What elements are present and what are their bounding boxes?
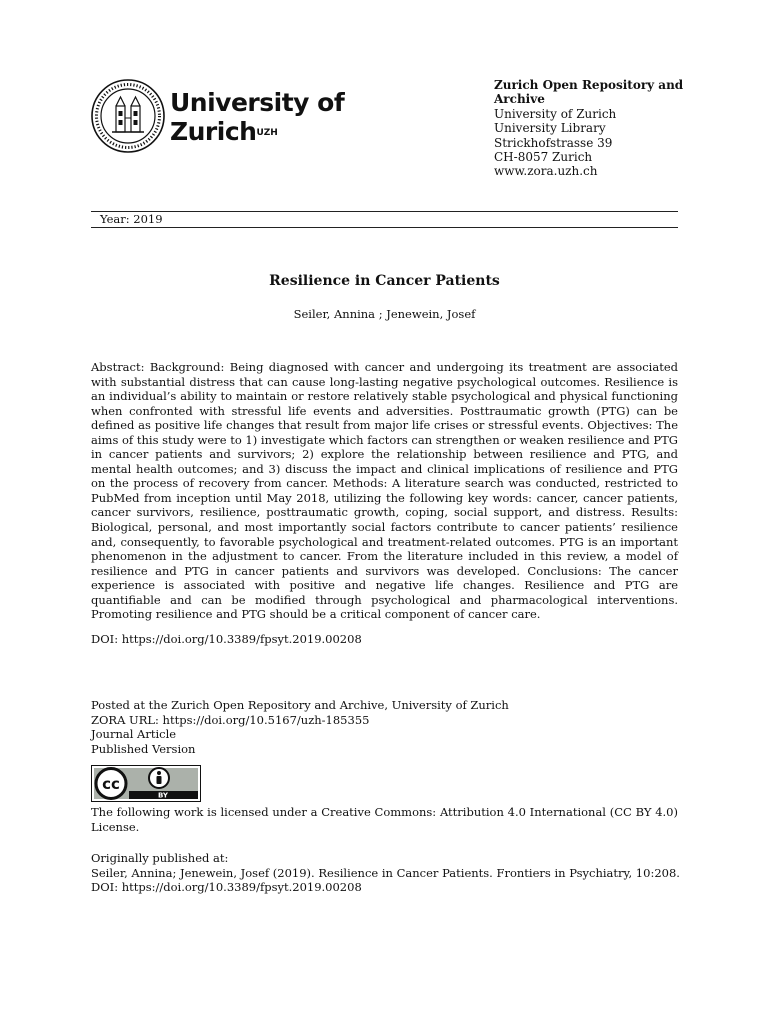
address-line: CH-8057 Zurich bbox=[494, 150, 593, 165]
posting-info bbox=[91, 698, 509, 756]
original-heading: Originally published at: bbox=[91, 851, 229, 865]
original-doi-link[interactable]: DOI: https://doi.org/10.3389/fpsyt.2019.00208 bbox=[91, 880, 362, 894]
original-citation: Seiler, Annina; Jenewein, Josef (2019). Resilience in Cancer Patients. Frontiers in Psychiatry, 10:208. bbox=[91, 865, 680, 880]
repository-website-link[interactable]: www.zora.uzh.ch bbox=[494, 164, 598, 179]
header-rule-bottom bbox=[91, 227, 678, 228]
university-seal-icon bbox=[90, 78, 166, 154]
wordmark-zurich: Zurich bbox=[170, 117, 257, 146]
by-badge-text: BY bbox=[157, 791, 169, 800]
repository-name-line2: Archive bbox=[494, 92, 545, 107]
zora-url-link[interactable]: ZORA URL: https://doi.org/10.5167/uzh-185355 bbox=[91, 712, 370, 727]
header-rule-top bbox=[91, 211, 678, 212]
original-publication-info bbox=[91, 851, 680, 895]
wordmark-superscript: UZH bbox=[256, 128, 278, 138]
wordmark-line2 bbox=[170, 117, 344, 146]
address-line: University of Zurich bbox=[494, 106, 617, 121]
university-logo bbox=[90, 78, 345, 154]
university-wordmark bbox=[170, 88, 344, 146]
address-line: University Library bbox=[494, 121, 606, 136]
paper-doi-link[interactable]: DOI: https://doi.org/10.3389/fpsyt.2019.00208 bbox=[91, 632, 362, 646]
paper-authors: Seiler, Annina ; Jenewein, Josef bbox=[293, 307, 476, 321]
paper-title: Resilience in Cancer Patients bbox=[269, 273, 500, 289]
license-statement: The following work is licensed under a Creative Commons: Attribution 4.0 International (CC BY 4.0) License. bbox=[91, 805, 678, 834]
repository-name-line1: Zurich Open Repository and bbox=[494, 78, 684, 92]
year-label: Year: 2019 bbox=[100, 212, 163, 226]
address-line: Strickhofstrasse 39 bbox=[494, 135, 613, 150]
paper-abstract: Abstract: Background: Being diagnosed with cancer and undergoing its treatment are associated with substantial distress that can cause long-lasting negative psychological outcomes. Resilience is an individual’s ability to maintain or restore relatively stable psychological and physical functioning when confronted with stressful life events and adversities. Posttraumatic growth (PTG) can be defined as positive life changes that result from major life crises or stressful events. Objectives: The aims of this study were to 1) investigate which factors can strengthen or weaken resilience and PTG in cancer patients and survivors; 2) explore the relationship between resilience and PTG, and mental health outcomes; and 3) discuss the impact and clinical implications of resilience and PTG on the process of recovery from cancer. Methods: A literature search was conducted, restricted to PubMed from inception until May 2018, utilizing the following key words: cancer, cancer patients, cancer survivors, resilience, posttraumatic growth, coping, social support, and distress. Results: Biological, personal, and most importantly social factors contribute to cancer patients’ resilience and, consequently, to favorable psychological and treatment-related outcomes. PTG is an important phenomenon in the adjustment to cancer. From the literature included in this review, a model of resilience and PTG in cancer patients and survivors was developed. Conclusions: The cancer experience is associated with positive and negative life changes. Resilience and PTG are quantifiable and can be modified through psychological and pharmacological interventions. Promoting resilience and PTG should be a critical component of cancer care. bbox=[91, 360, 678, 622]
wordmark-line1: University of bbox=[170, 88, 345, 117]
repository-address-block bbox=[494, 78, 724, 179]
posting-line: Journal Article bbox=[91, 727, 177, 741]
posting-line: Published Version bbox=[91, 741, 196, 756]
cc-by-license-badge-icon[interactable] bbox=[91, 765, 201, 802]
cc-badge-text: cc bbox=[102, 775, 120, 793]
posting-line: Posted at the Zurich Open Repository and Archive, University of Zurich bbox=[91, 698, 509, 712]
